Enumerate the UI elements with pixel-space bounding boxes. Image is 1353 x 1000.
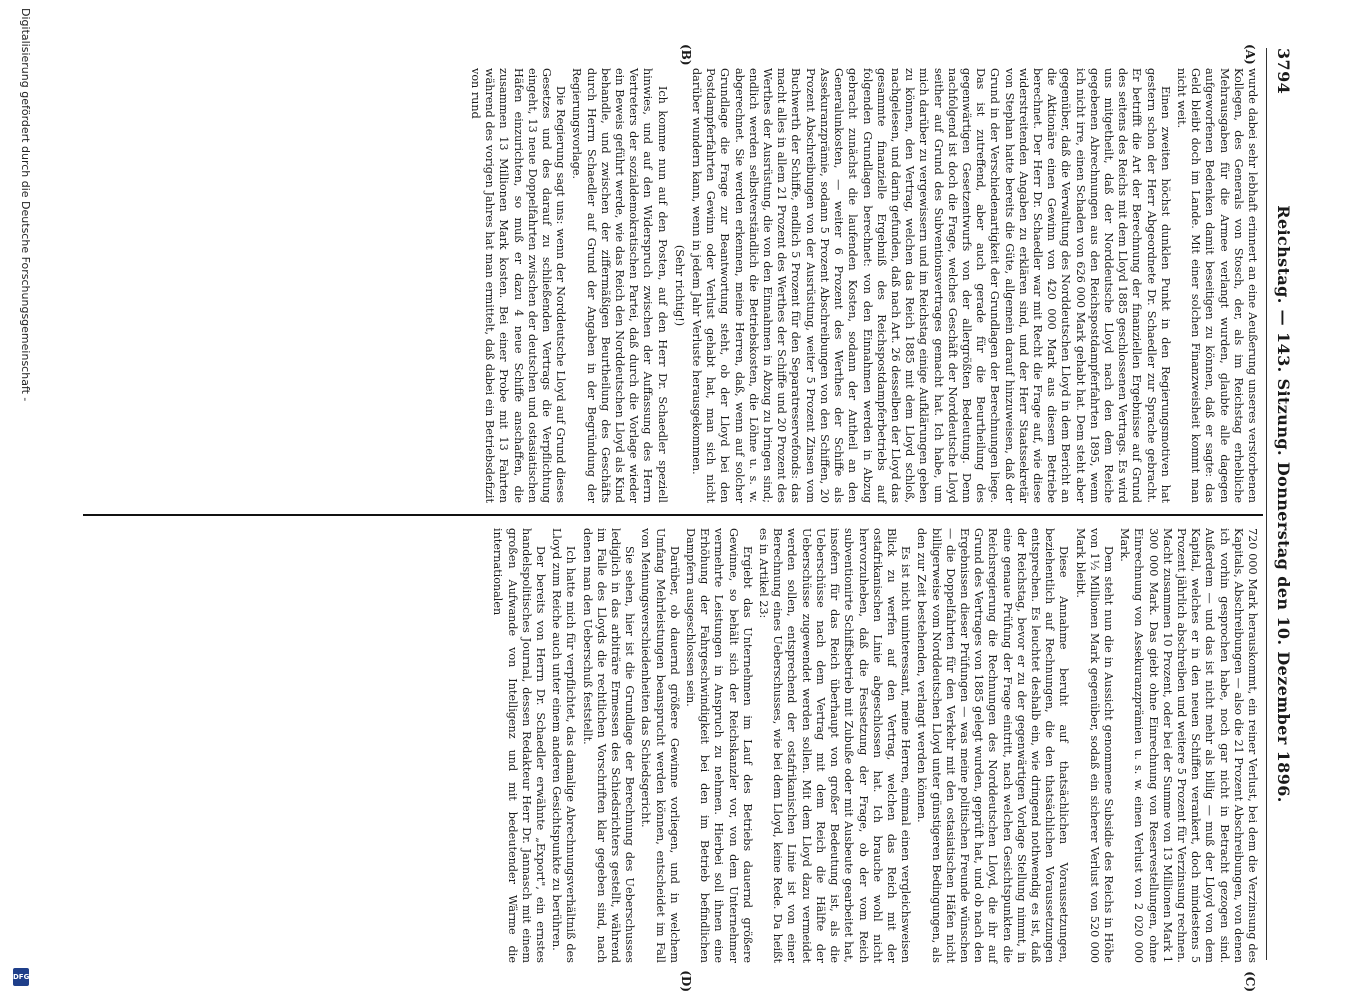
digitization-credit <box>0 0 40 1000</box>
paragraph: Dem steht nun die in Aussicht genommene Subsidie des Reichs in Höhe von 1½ Millionen Mark gegenüber, sodaß ein sicherer Verlust von 520 000 Mark bleibt. <box>1073 528 1115 963</box>
header-rule <box>1266 48 1267 960</box>
paragraph: Der bereits von Herrn Dr. Schaedler erwähnte „Export", ein ernstes handelspolitisches Journal, dessen Redakteur Herr Dr. Jannasch mit einem großen Aufwande von Intelligenz und mit bedeutender Wärme die internationalen <box>491 528 548 963</box>
scanned-page <box>43 0 1333 1000</box>
column-rule <box>83 514 1263 516</box>
right-column <box>488 528 1259 963</box>
margin-marker-c: (C) <box>1243 971 1257 992</box>
paragraph: Einen zweiten höchst dunklen Punkt in den Regierungsmotiven hat gestern schon der Herr Abgeordnete Dr. Schaedler zur Sprache gebracht. Er betrifft die Art der Berechnung der finanziellen Ergebnisse auf Grund des seitens des Reichs mit dem Lloyd 1885 geschlossenen Vertrags. Es wird uns mitgetheilt, daß der Norddeutsche Lloyd nach den dem Reiche gegebenen Abrechnungen aus den Reichspostdampferfahrten 1895, wenn ich nicht irre, einen Schaden von 626 000 Mark gehabt hat. Dem steht aber gegenüber, daß die Verwaltung des Norddeutschen Lloyd in dem Bericht an die Aktionäre einen Gewinn von 420 000 Mark aus diesem Betriebe berechnet. Der Herr Dr. Schaedler war mit Recht die Frage auf, wie diese widerstreitenden Angaben zu erklären sind, und der Herr Staatssekretär von Stephan hatte bereits die Güte, allgemein darauf hinzuweisen, daß der Grund in der Verschiedenartigkeit der Grundlagen der Berechnungen liege. Das ist zutreffend, aber auch gerade für die Beurtheilung des gegenwärtigen Gesetzentwurfs von der allergrößten Bedeutung. Denn nachfolgend ist doch die Frage, welches Geschäft der Norddeutsche Lloyd seither auf Grund des Subventionsvertrages gemacht hat. Ich habe, um mich darüber zu vergewissern und im Reichstag einige Aufklärungen geben zu können, den Vertrag, welchen das Reich 1885 mit dem Lloyd schloß, nachgelesen, und darin gefunden, daß nach Art. 26 desselben der Lloyd das gesammte finanzielle Ergebniß des Reichspostdampferbetriebs auf folgenden Grundlagen berechnet: von den Einnahmen werden in Abzug gebracht zunächst die laufenden Kosten, sodann der Antheil an den Generalunkosten, — weiter 6 Prozent des Werthes der Schiffe als Assekuranzprämie, sodann 5 Prozent Abschreibungen von den Schiffen, 20 Prozent Abschreibungen von der Ausrüstung, weiter 5 Prozent Zinsen vom Buchwerth der Schiffe, endlich 5 Prozent für den Separatreservefonds: das macht alles in allem 21 Prozent des Werthes der Schiffe und 20 Prozent des Werthes der Ausrüstung, die von den Einnahmen in Abzug zu bringen sind; endlich werden selbstverständlich die Betriebskosten, die Löhne u. s. w. abgerechnet. Sie werden erkennen, meine Herren, daß, wenn auf solcher Grundlage die Frage zur Beantwortung steht, ob der Lloyd bei den Postdampferfahrten Gewinn oder Verlust gehabt hat, man sich nicht darüber wundern kann, wenn in jedem Jahr Verluste herausgekommen. <box>690 68 1172 503</box>
paragraph: Die Regierung sagt uns: wenn der Norddeutsche Lloyd auf Grund dieses Gesetzes und des darauf zu schließenden Vertrags die Verpflichtung eingeht, 13 neue Doppelfahrten zwischen der deutschen und ostasiatischen Häfen einzurichten, so muß er dazu 4 neue Schiffe anschaffen, die zusammen 13 Millionen Mark kosten. Bei einer Probe mit 13 Fahrten während des vorigen Jahres hat man ermittelt, daß dabei ein Betriebsdefizit von rund <box>469 68 568 503</box>
margin-marker-d: (D) <box>679 970 693 992</box>
left-column <box>466 68 1259 503</box>
quoted-paragraph: Ergiebt das Unternehmen im Lauf des Betriebs dauernd größere Gewinne, so behält sich der Reichskanzler vor, von dem Unternehmer vermehrte Leistungen in Anspruch zu nehmen. Hierbei soll ihnen eine Erhöhung der Fahrgeschwindigkeit bei den im Betrieb befindlichen Dampfern ausgeschlossen sein. <box>684 528 754 963</box>
paragraph: Diese Annahme beruht auf thatsächlichen Voraussetzungen, beziehentlich auf Rechnungen, die den thatsächlichen Voraussetzungen entsprechen. Es leuchtet deshalb ein, wie dringend nothwendig es ist, daß der Reichstag, bevor er zu der gegenwärtigen Vorlage Stellung nimmt, in eine genaue Prüfung der Frage eintritt, nach welchen Gesichtspunkten die Reichsregierung die Rechnungen des Norddeutschen Lloyd, die ihr auf Grund des Vertrages von 1885 gelegt wurden, geprüft hat, und ob nach den Ergebnissen dieser Prüfungen — was meine politischen Freunde wünschen — die Doppelfahrten für den Verkehr mit den ostasiatischen Häfen nicht billigerweise vom Norddeutschen Lloyd unter günstigeren Bedingungen, als den zur Zeit bestehenden, verlangt werden können. <box>915 528 1071 963</box>
margin-marker-a: (A) <box>1243 44 1257 65</box>
page-header <box>1267 48 1293 960</box>
interjection: (Sehr richtig!) <box>672 244 686 327</box>
paragraph: wurde dabei sehr lebhaft erinnert an eine Aeußerung unseres verstorbenen Kollegen, des Generals von Stosch, der, als im Reichstag erhebliche Mehrausgaben für die Armee verlangt wurden, glaubte alle dagegen aufgeworfenen Bedenken damit beseitigen zu können, daß er sagte: das Geld bleibt doch im Lande. Mit einer solchen Finanzweisheit kommt man nicht weit. <box>1174 68 1259 503</box>
credit-text: Digitalisierung gefördert durch die Deutsche Forschungsgemeinschaft - <box>19 8 32 402</box>
page-title: Reichstag. — 143. Sitzung. Donnerstag den 10. Dezember 1896. <box>1274 205 1293 803</box>
paragraph: Sie sehen, hier ist die Grundlage der Berechnung des Ueberschusses lediglich in das arbiträre Ermessen des Schiedsrichters gestellt, während im Falle des Lloyds die rechtlichen Vorschriften klar gegeben sind, nach denen man den Ueberschuß feststellt. <box>580 528 637 963</box>
page-number: 3794 <box>1274 48 1293 95</box>
paragraph: Ich komme nun auf den Posten, auf den Herr Dr. Schaedler speziell hinwies, und auf den Widerspruch zwischen der Auffassung des Herrn Vertreters der sozialdemokratischen Partei, daß durch die Vorlage wieder ein Beweis geführt werde, wie das Reich den Norddeutschen Lloyd als Kind behandle, und zwischen der ziffermäßigen Beurtheilung des Geschäfts durch Herrn Schaedler auf Grund der Angaben in der Begründung der Regierungsvorlage. <box>570 68 669 503</box>
margin-marker-b: (B) <box>679 44 693 66</box>
paragraph: Es ist nicht uninteressant, meine Herren, einmal einen vergleichsweisen Blick zu werfen auf den Vertrag, welchen das Reich mit der ostafrikanischen Linie abgeschlossen hat. Ich brauche wohl nicht hervorzuheben, daß die Festsetzung der Frage, ob der vom Reich subventionirte Schiffsbetrieb mit Zubuße oder mit Ausbeute gearbeitet hat, insofern für das Reich überhaupt von großer Bedeutung ist, als die Ueberschüsse nach dem Vertrag mit dem Reich die Hälfte der Ueberschüsse zugewendet werden sollen. Mit dem Lloyd dazu vermeidet werden sollen, entsprechend der ostafrikanischen Linie ist von einer Berechnung eines Ueberschusses, wie bei dem Lloyd, keine Rede. Da heißt es in Artikel 23: <box>757 528 913 963</box>
dfg-logo-icon: DFG <box>13 968 29 986</box>
paragraph: Ich hatte mich für verpflichtet, das damalige Abrechnungsverhältniß des Lloyd zum Reiche auch unter einem anderen Gesichtspunkte zu berühren. <box>550 528 578 963</box>
paragraph: 720 000 Mark herauskommt, ein reiner Verlust, bei dem die Verzinsung des Kapitals, Abschreibungen — also die 21 Prozent Abschreibungen, von denen ich vorhin gesprochen habe, noch gar nicht in Betracht gezogen sind. Außerdem — und das ist nicht mehr als billig — muß der Lloyd von dem Kapital, welches er in den neuen Schiffen verankert, doch mindestens 5 Prozent jährlich abschreiben und weitere 5 Prozent für Verzinsung rechnen. Macht zusammen 10 Prozent, oder bei der Summe von 13 Millionen Mark 1 300 000 Mark. Das giebt ohne Einrechnung von Reservestellungen, ohne Einrechnung von Assekuranzprämien u. s. w. einen Verlust von 2 020 000 Mark. <box>1118 528 1259 963</box>
quoted-paragraph: Darüber, ob dauernd größere Gewinne vorliegen, und in welchem Umfang Mehrleistungen beansprucht werden können, entscheidet im Fall von Meinungsverschiedenheiten das Schiedsgericht. <box>639 528 681 963</box>
